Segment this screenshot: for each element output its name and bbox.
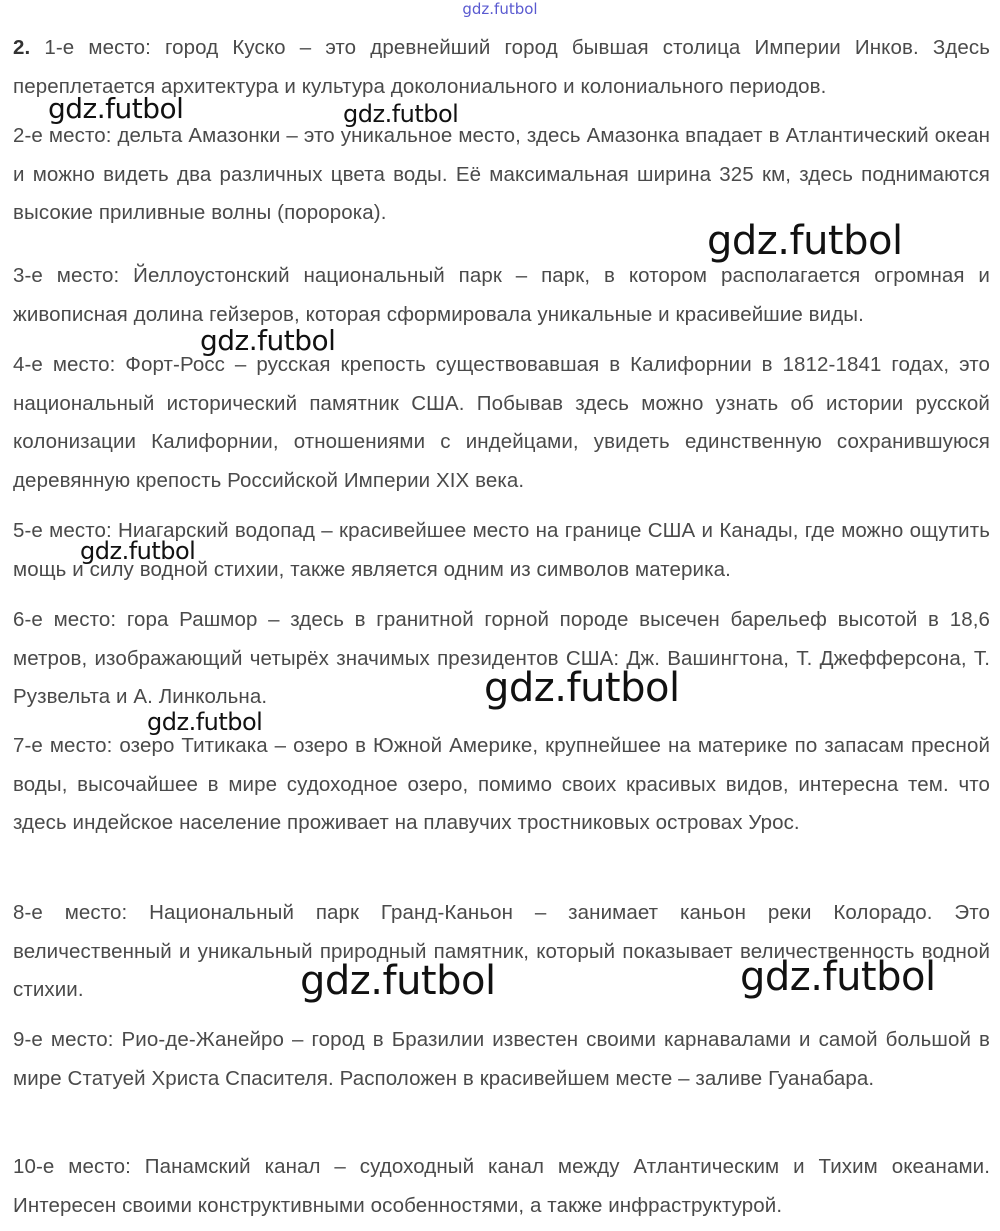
paragraph-7: 7-е место: озеро Титикака – озеро в Южной Америке, крупнейшее на материке по запасам пресной воды, высочайшее в мире судоходное озеро, помимо своих красивых видов, интересна тем. что здесь индейское население проживает на плавучих тростниковых островах Урос.	[13, 734, 990, 834]
watermark: gdz.futbol	[484, 665, 680, 711]
watermark: gdz.futbol	[740, 954, 936, 1000]
paragraph-10: 10-е место: Панамский канал – судоходный канал между Атлантическим и Тихим океанами. Интересен своими конструктивными особенностями, а также инфраструктурой.	[13, 1155, 990, 1217]
watermark: gdz.futbol	[300, 958, 496, 1004]
paragraph-5: 5-е место: Ниагарский водопад – красивейшее место на границе США и Канады, где можно ощутить мощь и силу водной стихии, также является одним из символов материка.	[13, 519, 990, 581]
watermark: gdz.futbol	[343, 100, 459, 128]
watermark: gdz.futbol	[48, 92, 184, 125]
task-number: 2.	[13, 36, 31, 59]
watermark: gdz.futbol	[80, 537, 196, 565]
paragraph-4: 4-е место: Форт-Росс – русская крепость существовавшая в Калифорнии в 1812-1841 годах, это национальный исторический памятник США. Побывав здесь можно узнать об истории русской колонизации Калифорнии, отношениями с индейцами, увидеть единственную сохранившуюся деревянную крепость Российской Империи XIX века.	[13, 353, 990, 492]
header-watermark: gdz.futbol	[462, 0, 538, 18]
paragraph-2: 2-е место: дельта Амазонки – это уникальное место, здесь Амазонка впадает в Атлантический океан и можно видеть два различных цвета воды. Её максимальная ширина 325 км, здесь поднимаются высокие приливные волны (поророка).	[13, 124, 990, 224]
paragraph-9: 9-е место: Рио-де-Жанейро – город в Бразилии известен своими карнавалами и самой большой в мире Статуей Христа Спасителя. Расположен в красивейшем месте – заливе Гуанабара.	[13, 1028, 990, 1090]
paragraph-3: 3-е место: Йеллоустонский национальный парк – парк, в котором располагается огромная и живописная долина гейзеров, которая сформировала уникальные и красивейшие виды.	[13, 264, 990, 326]
watermark: gdz.futbol	[707, 218, 903, 264]
watermark: gdz.futbol	[147, 708, 263, 736]
paragraph-1-text: 1-е место: город Куско – это древнейший город бывшая столица Империи Инков. Здесь переплетается архитектура и культура доколониального и колониального периодов.	[13, 36, 990, 98]
paragraph-6: 6-е место: гора Рашмор – здесь в гранитной горной породе высечен барельеф высотой в 18,6 метров, изображающий четырёх значимых президентов США: Дж. Вашингтона, Т. Джефферсона, Т. Рузвельта и А. Линкольна.	[13, 608, 990, 708]
watermark: gdz.futbol	[200, 324, 336, 357]
paragraph-8: 8-е место: Национальный парк Гранд-Каньон – занимает каньон реки Колорадо. Это величественный и уникальный природный памятник, который показывает величественность водной стихии.	[13, 901, 990, 1001]
